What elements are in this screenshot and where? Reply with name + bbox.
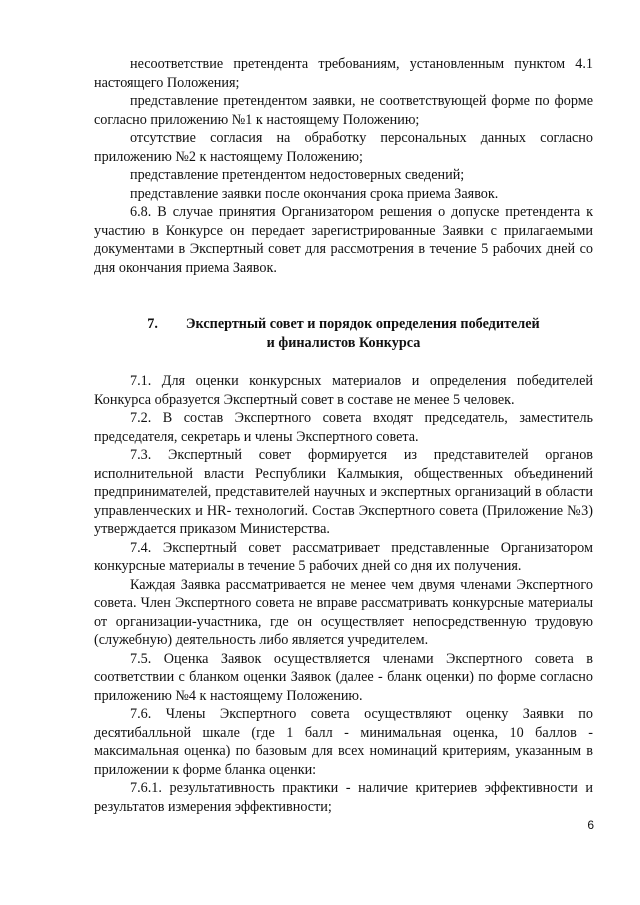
paragraph: 7.3. Экспертный совет формируется из представителей органов исполнительной власти Республики Калмыкия, общественных объединений предпринимателей, представителей научных и экспертных организаций в области управленческих и HR- технологий. Состав Экспертного совета (Приложение №3) утверждается приказом Министерства. <box>94 447 593 537</box>
paragraph: отсутствие согласия на обработку персональных данных согласно приложению №2 к настоящему Положению; <box>94 130 593 165</box>
paragraph: представление претендентом недостоверных сведений; <box>130 167 465 183</box>
paragraph: 6.8. В случае принятия Организатором решения о допуске претендента к участию в Конкурсе он передает зарегистрированные Заявки с прилагаемыми документами в Экспертный совет для рассмотрения в течение 5 рабочих дней со дня окончания приема Заявок. <box>94 204 593 276</box>
paragraph: 7.2. В состав Экспертного совета входят председатель, заместитель председателя, секретарь и члены Экспертного совета. <box>94 410 593 445</box>
section-title-line2: и финалистов Конкурса <box>266 334 421 351</box>
document-body <box>94 55 593 816</box>
section-title-line1: Экспертный совет и порядок определения победителей <box>185 316 540 332</box>
paragraph: 7.6.1. результативность практики - наличие критериев эффективности и результатов измерения эффективности; <box>94 780 593 815</box>
paragraph: 7.4. Экспертный совет рассматривает представленные Организатором конкурсные материалы в течение 5 рабочих дней со дня их получения. <box>94 539 593 574</box>
paragraph: несоответствие претендента требованиям, установленным пунктом 4.1 настоящего Положения; <box>94 56 593 91</box>
paragraph: 7.5. Оценка Заявок осуществляется членами Экспертного совета в соответствии с бланком оценки Заявок (далее - бланк оценки) по форме согласно приложению №4 к настоящему Положению. <box>94 650 593 704</box>
section-number: 7. <box>147 316 158 332</box>
paragraph: Каждая Заявка рассматривается не менее чем двумя членами Экспертного совета. Член Экспертного совета не вправе рассматривать конкурсные материалы от организации-участника, где он осуществляет непосредственную трудовую (служебную) деятельность либо является учредителем. <box>94 576 593 648</box>
paragraph: представление претендентом заявки, не соответствующей форме по форме согласно приложению №1 к настоящему Положению; <box>94 93 593 128</box>
section-heading <box>94 315 593 352</box>
paragraph: 7.1. Для оценки конкурсных материалов и определения победителей Конкурса образуется Экспертный совет в составе не менее 5 человек. <box>94 373 593 408</box>
paragraph: представление заявки после окончания срока приема Заявок. <box>130 185 499 202</box>
paragraph: 7.6. Члены Экспертного совета осуществляют оценку Заявки по десятибалльной шкале (где 1 балл - минимальная оценка, 10 баллов - максимальная оценка) по базовым для всех номинаций критериям, указанным в приложении к форме бланка оценки: <box>94 706 593 778</box>
page-number: 6 <box>587 818 594 832</box>
